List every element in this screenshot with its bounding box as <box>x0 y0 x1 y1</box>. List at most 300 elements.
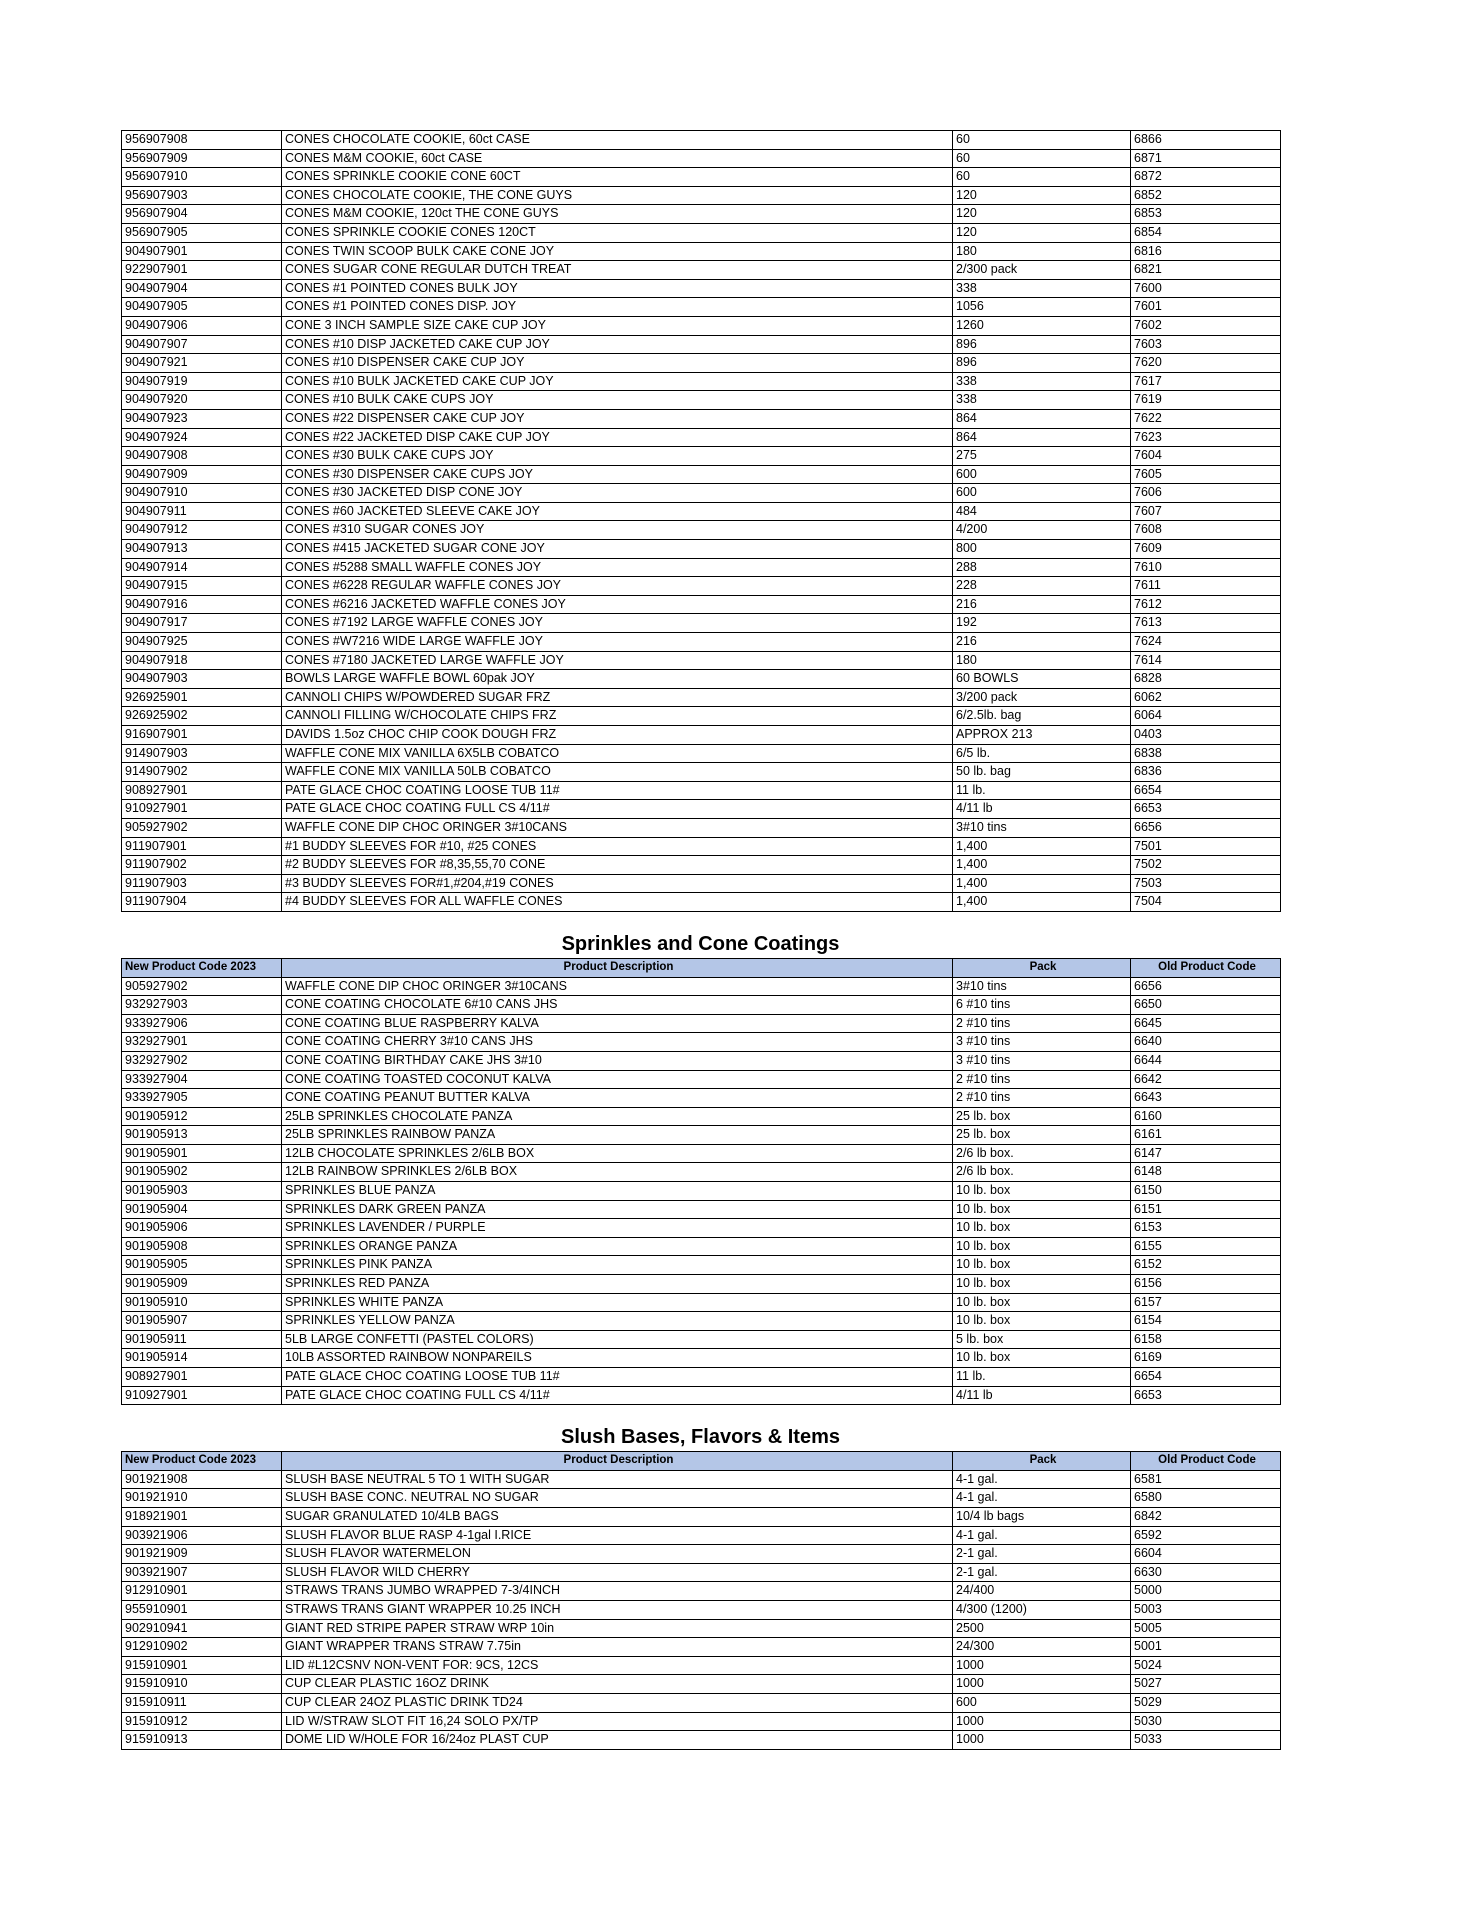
pack-cell: 10 lb. box <box>953 1200 1131 1219</box>
product-description-cell: BOWLS LARGE WAFFLE BOWL 60pak JOY <box>282 670 953 689</box>
product-description-cell: 12LB RAINBOW SPRINKLES 2/6LB BOX <box>282 1163 953 1182</box>
table-row <box>122 223 1281 242</box>
old-product-code-cell: 6828 <box>1131 670 1281 689</box>
table-row <box>122 1200 1281 1219</box>
pack-cell: 1000 <box>953 1656 1131 1675</box>
new-product-code-cell: 904907913 <box>122 540 282 559</box>
old-product-code-cell: 7612 <box>1131 595 1281 614</box>
product-description-cell: #4 BUDDY SLEEVES FOR ALL WAFFLE CONES <box>282 893 953 912</box>
pack-cell: 11 lb. <box>953 781 1131 800</box>
table-row <box>122 1638 1281 1657</box>
old-product-code-cell: 6654 <box>1131 1368 1281 1387</box>
product-description-cell: #1 BUDDY SLEEVES FOR #10, #25 CONES <box>282 837 953 856</box>
product-description-cell: SPRINKLES RED PANZA <box>282 1275 953 1294</box>
product-description-cell: SPRINKLES WHITE PANZA <box>282 1293 953 1312</box>
old-product-code-cell: 6160 <box>1131 1107 1281 1126</box>
new-product-code-cell: 901905901 <box>122 1144 282 1163</box>
table-row <box>122 391 1281 410</box>
product-description-cell: SPRINKLES BLUE PANZA <box>282 1182 953 1201</box>
old-product-code-cell: 7501 <box>1131 837 1281 856</box>
product-description-cell: CONES #6216 JACKETED WAFFLE CONES JOY <box>282 595 953 614</box>
pack-cell: 10 lb. box <box>953 1219 1131 1238</box>
old-product-code-cell: 6640 <box>1131 1033 1281 1052</box>
new-product-code-cell: 918921901 <box>122 1507 282 1526</box>
new-product-code-cell: 901905909 <box>122 1275 282 1294</box>
new-product-code-cell: 915910901 <box>122 1656 282 1675</box>
pack-cell: 60 <box>953 149 1131 168</box>
header-new-code: New Product Code 2023 <box>122 958 282 977</box>
old-product-code-cell: 7624 <box>1131 633 1281 652</box>
product-description-cell: STRAWS TRANS JUMBO WRAPPED 7-3/4INCH <box>282 1582 953 1601</box>
product-description-cell: SPRINKLES ORANGE PANZA <box>282 1237 953 1256</box>
old-product-code-cell: 7620 <box>1131 354 1281 373</box>
pack-cell: 338 <box>953 279 1131 298</box>
new-product-code-cell: 915910913 <box>122 1731 282 1750</box>
product-description-cell: CONES M&M COOKIE, 60ct CASE <box>282 149 953 168</box>
old-product-code-cell: 7607 <box>1131 502 1281 521</box>
table-row <box>122 149 1281 168</box>
header-pack: Pack <box>953 1452 1131 1471</box>
old-product-code-cell: 5024 <box>1131 1656 1281 1675</box>
new-product-code-cell: 901905904 <box>122 1200 282 1219</box>
new-product-code-cell: 926925901 <box>122 688 282 707</box>
new-product-code-cell: 901921910 <box>122 1489 282 1508</box>
pack-cell: 4/200 <box>953 521 1131 540</box>
old-product-code-cell: 7608 <box>1131 521 1281 540</box>
new-product-code-cell: 933927906 <box>122 1014 282 1033</box>
new-product-code-cell: 956907903 <box>122 186 282 205</box>
pack-cell: 6 #10 tins <box>953 996 1131 1015</box>
product-description-cell: WAFFLE CONE DIP CHOC ORINGER 3#10CANS <box>282 977 953 996</box>
old-product-code-cell: 6866 <box>1131 131 1281 150</box>
new-product-code-cell: 904907905 <box>122 298 282 317</box>
old-product-code-cell: 7623 <box>1131 428 1281 447</box>
old-product-code-cell: 6062 <box>1131 688 1281 707</box>
pack-cell: 11 lb. <box>953 1368 1131 1387</box>
old-product-code-cell: 6643 <box>1131 1089 1281 1108</box>
old-product-code-cell: 5030 <box>1131 1712 1281 1731</box>
new-product-code-cell: 932927902 <box>122 1051 282 1070</box>
old-product-code-cell: 6645 <box>1131 1014 1281 1033</box>
product-description-cell: STRAWS TRANS GIANT WRAPPER 10.25 INCH <box>282 1600 953 1619</box>
product-description-cell: 25LB SPRINKLES CHOCOLATE PANZA <box>282 1107 953 1126</box>
product-description-cell: 12LB CHOCOLATE SPRINKLES 2/6LB BOX <box>282 1144 953 1163</box>
old-product-code-cell: 7502 <box>1131 856 1281 875</box>
new-product-code-cell: 910927901 <box>122 800 282 819</box>
table-row <box>122 261 1281 280</box>
table-row <box>122 186 1281 205</box>
old-product-code-cell: 6581 <box>1131 1470 1281 1489</box>
table-row <box>122 688 1281 707</box>
new-product-code-cell: 910927901 <box>122 1386 282 1405</box>
table-row <box>122 521 1281 540</box>
pack-cell: 25 lb. box <box>953 1107 1131 1126</box>
product-description-cell: CONES #10 BULK CAKE CUPS JOY <box>282 391 953 410</box>
pack-cell: 10 lb. box <box>953 1237 1131 1256</box>
pack-cell: 1,400 <box>953 874 1131 893</box>
old-product-code-cell: 7503 <box>1131 874 1281 893</box>
old-product-code-cell: 6852 <box>1131 186 1281 205</box>
old-product-code-cell: 6150 <box>1131 1182 1281 1201</box>
old-product-code-cell: 6154 <box>1131 1312 1281 1331</box>
pack-cell: 2-1 gal. <box>953 1545 1131 1564</box>
old-product-code-cell: 6816 <box>1131 242 1281 261</box>
old-product-code-cell: 6157 <box>1131 1293 1281 1312</box>
pack-cell: 4-1 gal. <box>953 1470 1131 1489</box>
pack-cell: 800 <box>953 540 1131 559</box>
product-description-cell: CONES #1 POINTED CONES BULK JOY <box>282 279 953 298</box>
table-row <box>122 1219 1281 1238</box>
product-description-cell: CONES #10 BULK JACKETED CAKE CUP JOY <box>282 372 953 391</box>
new-product-code-cell: 901905912 <box>122 1107 282 1126</box>
pack-cell: 120 <box>953 223 1131 242</box>
table-row <box>122 131 1281 150</box>
new-product-code-cell: 901905905 <box>122 1256 282 1275</box>
header-old-code: Old Product Code <box>1131 1452 1281 1471</box>
product-description-cell: WAFFLE CONE MIX VANILLA 50LB COBATCO <box>282 763 953 782</box>
new-product-code-cell: 901905903 <box>122 1182 282 1201</box>
product-description-cell: CONE COATING PEANUT BUTTER KALVA <box>282 1089 953 1108</box>
table-row <box>122 502 1281 521</box>
old-product-code-cell: 6654 <box>1131 781 1281 800</box>
new-product-code-cell: 912910902 <box>122 1638 282 1657</box>
product-description-cell: CONES #30 JACKETED DISP CONE JOY <box>282 484 953 503</box>
old-product-code-cell: 7603 <box>1131 335 1281 354</box>
pack-cell: 60 <box>953 168 1131 187</box>
slush-table <box>121 1451 1281 1750</box>
new-product-code-cell: 908927901 <box>122 1368 282 1387</box>
table-row <box>122 205 1281 224</box>
pack-cell: 338 <box>953 372 1131 391</box>
old-product-code-cell: 5033 <box>1131 1731 1281 1750</box>
old-product-code-cell: 5005 <box>1131 1619 1281 1638</box>
new-product-code-cell: 904907921 <box>122 354 282 373</box>
table-row <box>122 744 1281 763</box>
old-product-code-cell: 7614 <box>1131 651 1281 670</box>
table-row <box>122 1693 1281 1712</box>
pack-cell: 1,400 <box>953 893 1131 912</box>
new-product-code-cell: 904907915 <box>122 577 282 596</box>
pack-cell: 60 BOWLS <box>953 670 1131 689</box>
table-row <box>122 1656 1281 1675</box>
old-product-code-cell: 0403 <box>1131 726 1281 745</box>
table-row <box>122 1014 1281 1033</box>
old-product-code-cell: 6151 <box>1131 1200 1281 1219</box>
new-product-code-cell: 932927901 <box>122 1033 282 1052</box>
old-product-code-cell: 6653 <box>1131 1386 1281 1405</box>
product-description-cell: SLUSH FLAVOR WATERMELON <box>282 1545 953 1564</box>
new-product-code-cell: 904907914 <box>122 558 282 577</box>
product-description-cell: 25LB SPRINKLES RAINBOW PANZA <box>282 1126 953 1145</box>
new-product-code-cell: 908927901 <box>122 781 282 800</box>
cones-table <box>121 130 1281 912</box>
new-product-code-cell: 904907903 <box>122 670 282 689</box>
new-product-code-cell: 956907910 <box>122 168 282 187</box>
old-product-code-cell: 6156 <box>1131 1275 1281 1294</box>
old-product-code-cell: 6642 <box>1131 1070 1281 1089</box>
new-product-code-cell: 904907911 <box>122 502 282 521</box>
product-description-cell: SPRINKLES LAVENDER / PURPLE <box>282 1219 953 1238</box>
table-row <box>122 1089 1281 1108</box>
product-description-cell: SPRINKLES YELLOW PANZA <box>282 1312 953 1331</box>
table-row <box>122 595 1281 614</box>
old-product-code-cell: 7601 <box>1131 298 1281 317</box>
new-product-code-cell: 911907904 <box>122 893 282 912</box>
product-description-cell: LID W/STRAW SLOT FIT 16,24 SOLO PX/TP <box>282 1712 953 1731</box>
table-row <box>122 651 1281 670</box>
new-product-code-cell: 955910901 <box>122 1600 282 1619</box>
table-row <box>122 1107 1281 1126</box>
pack-cell: 275 <box>953 447 1131 466</box>
old-product-code-cell: 6644 <box>1131 1051 1281 1070</box>
new-product-code-cell: 914907903 <box>122 744 282 763</box>
product-description-cell: CONES M&M COOKIE, 120ct THE CONE GUYS <box>282 205 953 224</box>
old-product-code-cell: 6147 <box>1131 1144 1281 1163</box>
product-description-cell: CANNOLI FILLING W/CHOCOLATE CHIPS FRZ <box>282 707 953 726</box>
product-description-cell: CONES #1 POINTED CONES DISP. JOY <box>282 298 953 317</box>
pack-cell: 2/6 lb box. <box>953 1144 1131 1163</box>
new-product-code-cell: 911907903 <box>122 874 282 893</box>
header-description: Product Description <box>282 1452 953 1471</box>
product-description-cell: SPRINKLES DARK GREEN PANZA <box>282 1200 953 1219</box>
old-product-code-cell: 6653 <box>1131 800 1281 819</box>
old-product-code-cell: 7609 <box>1131 540 1281 559</box>
table-row <box>122 1470 1281 1489</box>
pack-cell: 10 lb. box <box>953 1256 1131 1275</box>
table-row <box>122 1126 1281 1145</box>
old-product-code-cell: 6872 <box>1131 168 1281 187</box>
table-row <box>122 874 1281 893</box>
product-description-cell: CANNOLI CHIPS W/POWDERED SUGAR FRZ <box>282 688 953 707</box>
pack-cell: 2 #10 tins <box>953 1089 1131 1108</box>
pack-cell: 180 <box>953 242 1131 261</box>
pack-cell: 4-1 gal. <box>953 1526 1131 1545</box>
table-row <box>122 1507 1281 1526</box>
new-product-code-cell: 904907917 <box>122 614 282 633</box>
table-row <box>122 428 1281 447</box>
old-product-code-cell: 6656 <box>1131 977 1281 996</box>
table-row <box>122 372 1281 391</box>
old-product-code-cell: 6153 <box>1131 1219 1281 1238</box>
pack-cell: 120 <box>953 186 1131 205</box>
pack-cell: 3/200 pack <box>953 688 1131 707</box>
new-product-code-cell: 933927905 <box>122 1089 282 1108</box>
new-product-code-cell: 904907907 <box>122 335 282 354</box>
new-product-code-cell: 904907916 <box>122 595 282 614</box>
old-product-code-cell: 6836 <box>1131 763 1281 782</box>
old-product-code-cell: 5027 <box>1131 1675 1281 1694</box>
old-product-code-cell: 5029 <box>1131 1693 1281 1712</box>
product-description-cell: CONES #30 BULK CAKE CUPS JOY <box>282 447 953 466</box>
pack-cell: 484 <box>953 502 1131 521</box>
product-description-cell: CONES CHOCOLATE COOKIE, THE CONE GUYS <box>282 186 953 205</box>
old-product-code-cell: 6580 <box>1131 1489 1281 1508</box>
product-description-cell: CONES #310 SUGAR CONES JOY <box>282 521 953 540</box>
old-product-code-cell: 6152 <box>1131 1256 1281 1275</box>
new-product-code-cell: 903921907 <box>122 1563 282 1582</box>
new-product-code-cell: 901905907 <box>122 1312 282 1331</box>
product-description-cell: DAVIDS 1.5oz CHOC CHIP COOK DOUGH FRZ <box>282 726 953 745</box>
old-product-code-cell: 6650 <box>1131 996 1281 1015</box>
table-row <box>122 279 1281 298</box>
new-product-code-cell: 901921909 <box>122 1545 282 1564</box>
product-description-cell: CONE COATING CHERRY 3#10 CANS JHS <box>282 1033 953 1052</box>
pack-cell: 228 <box>953 577 1131 596</box>
product-description-cell: CONE 3 INCH SAMPLE SIZE CAKE CUP JOY <box>282 316 953 335</box>
old-product-code-cell: 6158 <box>1131 1330 1281 1349</box>
product-description-cell: CONES TWIN SCOOP BULK CAKE CONE JOY <box>282 242 953 261</box>
cones-table-body <box>122 131 1281 912</box>
pack-cell: 896 <box>953 354 1131 373</box>
header-new-code: New Product Code 2023 <box>122 1452 282 1471</box>
new-product-code-cell: 901905913 <box>122 1126 282 1145</box>
old-product-code-cell: 6064 <box>1131 707 1281 726</box>
pack-cell: 896 <box>953 335 1131 354</box>
product-description-cell: CONES #7192 LARGE WAFFLE CONES JOY <box>282 614 953 633</box>
product-description-cell: PATE GLACE CHOC COATING LOOSE TUB 11# <box>282 781 953 800</box>
old-product-code-cell: 7617 <box>1131 372 1281 391</box>
table-row <box>122 707 1281 726</box>
table-row <box>122 614 1281 633</box>
table-row <box>122 633 1281 652</box>
old-product-code-cell: 6842 <box>1131 1507 1281 1526</box>
product-description-cell: DOME LID W/HOLE FOR 16/24oz PLAST CUP <box>282 1731 953 1750</box>
table-row <box>122 354 1281 373</box>
old-product-code-cell: 7611 <box>1131 577 1281 596</box>
pack-cell: 1,400 <box>953 856 1131 875</box>
pack-cell: 6/2.5lb. bag <box>953 707 1131 726</box>
product-description-cell: CONES #6228 REGULAR WAFFLE CONES JOY <box>282 577 953 596</box>
table-row <box>122 1368 1281 1387</box>
pack-cell: 3 #10 tins <box>953 1033 1131 1052</box>
pack-cell: 3#10 tins <box>953 818 1131 837</box>
table-row <box>122 1712 1281 1731</box>
product-description-cell: SUGAR GRANULATED 10/4LB BAGS <box>282 1507 953 1526</box>
sprinkles-table-body <box>122 977 1281 1405</box>
product-description-cell: CONES #10 DISPENSER CAKE CUP JOY <box>282 354 953 373</box>
table-header-row <box>122 1452 1281 1471</box>
product-description-cell: GIANT WRAPPER TRANS STRAW 7.75in <box>282 1638 953 1657</box>
pack-cell: 50 lb. bag <box>953 763 1131 782</box>
old-product-code-cell: 6592 <box>1131 1526 1281 1545</box>
old-product-code-cell: 6155 <box>1131 1237 1281 1256</box>
table-row <box>122 298 1281 317</box>
new-product-code-cell: 901905906 <box>122 1219 282 1238</box>
new-product-code-cell: 904907923 <box>122 409 282 428</box>
table-row <box>122 1563 1281 1582</box>
table-row <box>122 670 1281 689</box>
table-row <box>122 856 1281 875</box>
table-row <box>122 558 1281 577</box>
table-row <box>122 1275 1281 1294</box>
new-product-code-cell: 901921908 <box>122 1470 282 1489</box>
pack-cell: 216 <box>953 595 1131 614</box>
product-description-cell: CONES #22 DISPENSER CAKE CUP JOY <box>282 409 953 428</box>
product-description-cell: PATE GLACE CHOC COATING FULL CS 4/11# <box>282 1386 953 1405</box>
pack-cell: 120 <box>953 205 1131 224</box>
pack-cell: 4/11 lb <box>953 1386 1131 1405</box>
old-product-code-cell: 6838 <box>1131 744 1281 763</box>
table-row <box>122 1237 1281 1256</box>
table-row <box>122 335 1281 354</box>
pack-cell: APPROX 213 <box>953 726 1131 745</box>
table-row <box>122 1582 1281 1601</box>
pack-cell: 1260 <box>953 316 1131 335</box>
table-row <box>122 1600 1281 1619</box>
pack-cell: 4/300 (1200) <box>953 1600 1131 1619</box>
product-description-cell: PATE GLACE CHOC COATING LOOSE TUB 11# <box>282 1368 953 1387</box>
table-row <box>122 577 1281 596</box>
table-row <box>122 800 1281 819</box>
old-product-code-cell: 7619 <box>1131 391 1281 410</box>
product-description-cell: CONES SPRINKLE COOKIE CONES 120CT <box>282 223 953 242</box>
table-row <box>122 465 1281 484</box>
price-list-page <box>121 130 1280 1750</box>
table-row <box>122 1489 1281 1508</box>
new-product-code-cell: 915910912 <box>122 1712 282 1731</box>
old-product-code-cell: 5003 <box>1131 1600 1281 1619</box>
pack-cell: 2 #10 tins <box>953 1014 1131 1033</box>
new-product-code-cell: 904907912 <box>122 521 282 540</box>
table-row <box>122 409 1281 428</box>
table-row <box>122 893 1281 912</box>
table-row <box>122 1619 1281 1638</box>
product-description-cell: CONES #60 JACKETED SLEEVE CAKE JOY <box>282 502 953 521</box>
pack-cell: 3#10 tins <box>953 977 1131 996</box>
old-product-code-cell: 7605 <box>1131 465 1281 484</box>
product-description-cell: CONES SUGAR CONE REGULAR DUTCH TREAT <box>282 261 953 280</box>
product-description-cell: CONE COATING BIRTHDAY CAKE JHS 3#10 <box>282 1051 953 1070</box>
new-product-code-cell: 905927902 <box>122 818 282 837</box>
pack-cell: 25 lb. box <box>953 1126 1131 1145</box>
section-title-sprinkles: Sprinkles and Cone Coatings <box>561 932 840 955</box>
old-product-code-cell: 7602 <box>1131 316 1281 335</box>
new-product-code-cell: 904907908 <box>122 447 282 466</box>
product-description-cell: CONE COATING BLUE RASPBERRY KALVA <box>282 1014 953 1033</box>
table-row <box>122 242 1281 261</box>
product-description-cell: CONES #W7216 WIDE LARGE WAFFLE JOY <box>282 633 953 652</box>
pack-cell: 1000 <box>953 1712 1131 1731</box>
table-row <box>122 540 1281 559</box>
pack-cell: 3 #10 tins <box>953 1051 1131 1070</box>
table-row <box>122 1182 1281 1201</box>
table-row <box>122 1545 1281 1564</box>
pack-cell: 864 <box>953 428 1131 447</box>
old-product-code-cell: 7604 <box>1131 447 1281 466</box>
old-product-code-cell: 6871 <box>1131 149 1281 168</box>
pack-cell: 60 <box>953 131 1131 150</box>
slush-table-body <box>122 1470 1281 1749</box>
table-row <box>122 1051 1281 1070</box>
table-header-row <box>122 958 1281 977</box>
pack-cell: 2/6 lb box. <box>953 1163 1131 1182</box>
new-product-code-cell: 904907906 <box>122 316 282 335</box>
pack-cell: 600 <box>953 484 1131 503</box>
pack-cell: 10/4 lb bags <box>953 1507 1131 1526</box>
new-product-code-cell: 901905911 <box>122 1330 282 1349</box>
new-product-code-cell: 904907925 <box>122 633 282 652</box>
header-pack: Pack <box>953 958 1131 977</box>
product-description-cell: SLUSH BASE NEUTRAL 5 TO 1 WITH SUGAR <box>282 1470 953 1489</box>
table-row <box>122 1526 1281 1545</box>
old-product-code-cell: 6821 <box>1131 261 1281 280</box>
product-description-cell: #3 BUDDY SLEEVES FOR#1,#204,#19 CONES <box>282 874 953 893</box>
table-row <box>122 781 1281 800</box>
new-product-code-cell: 901905910 <box>122 1293 282 1312</box>
table-row <box>122 316 1281 335</box>
product-description-cell: PATE GLACE CHOC COATING FULL CS 4/11# <box>282 800 953 819</box>
header-description: Product Description <box>282 958 953 977</box>
